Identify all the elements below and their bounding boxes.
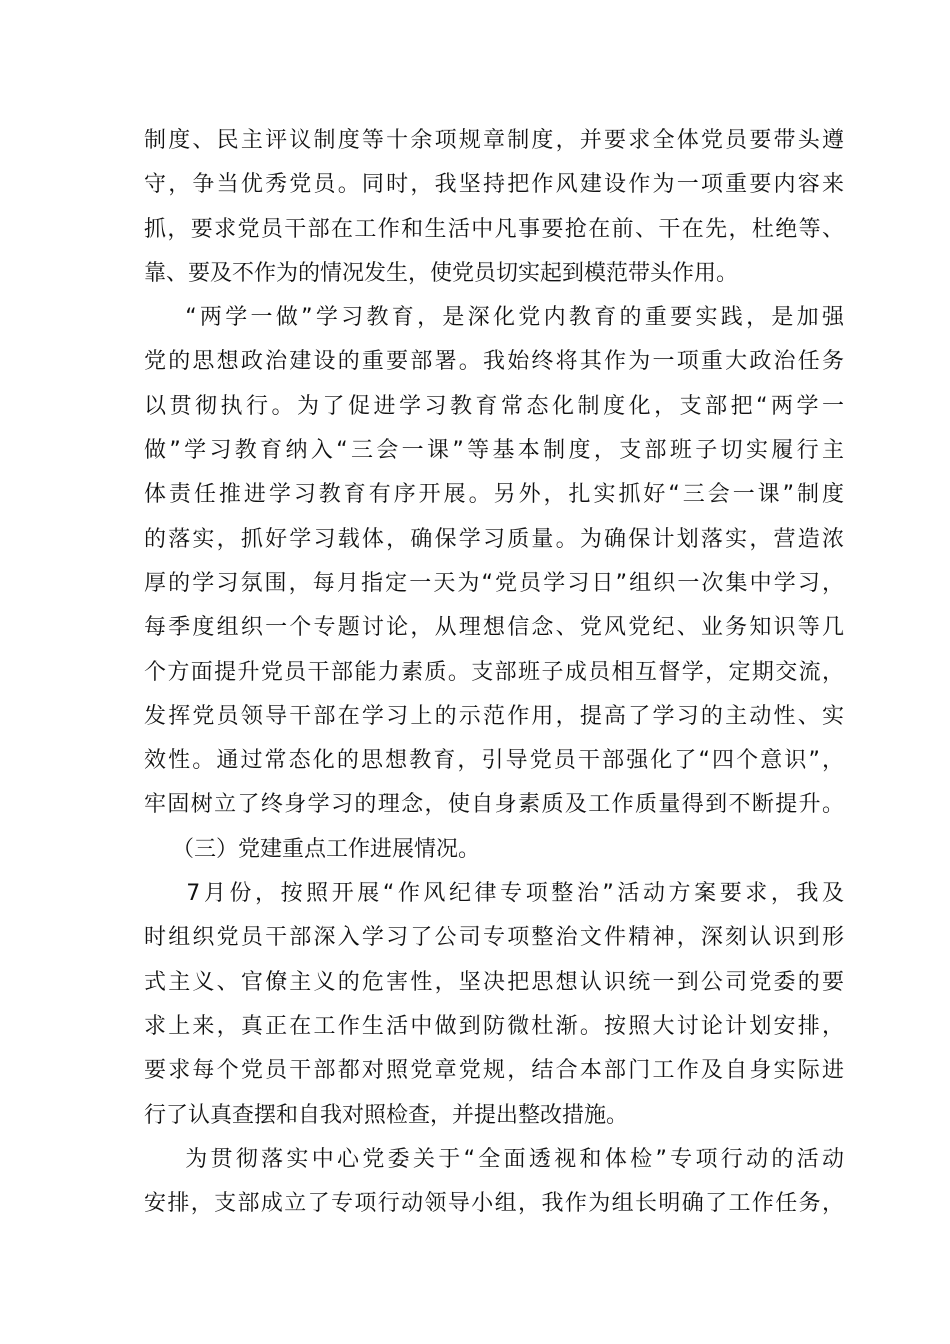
text-line: 抓，要求党员干部在工作和生活中凡事要抢在前、干在先，杜绝等、 xyxy=(144,216,844,242)
text-line: 牢固树立了终身学习的理念，使自身素质及工作质量得到不断提升。 xyxy=(144,792,844,818)
text-line: 守，争当优秀党员。同时，我坚持把作风建设作为一项重要内容来 xyxy=(144,172,844,198)
text-line: 安排，支部成立了专项行动领导小组，我作为组长明确了工作任务， xyxy=(144,1191,844,1217)
text-line: 7月份，按照开展“作风纪律专项整治”活动方案要求，我及 xyxy=(144,881,844,907)
text-line: 个方面提升党员干部能力素质。支部班子成员相互督学，定期交流， xyxy=(144,659,844,685)
text-line: 行了认真查摆和自我对照检查，并提出整改措施。 xyxy=(144,1102,629,1128)
text-line: 靠、要及不作为的情况发生，使党员切实起到模范带头作用。 xyxy=(144,260,739,286)
text-line: 厚的学习氛围，每月指定一天为“党员学习日”组织一次集中学习， xyxy=(144,570,844,596)
text-line: 以贯彻执行。为了促进学习教育常态化制度化，支部把“两学一 xyxy=(144,393,844,419)
text-line: 党的思想政治建设的重要部署。我始终将其作为一项重大政治任务 xyxy=(144,349,844,375)
text-line: 的落实，抓好学习载体，确保学习质量。为确保计划落实，营造浓 xyxy=(144,526,844,552)
text-line: 求上来，真正在工作生活中做到防微杜渐。按照大讨论计划安排， xyxy=(144,1013,844,1039)
text-line: 为贯彻落实中心党委关于“全面透视和体检”专项行动的活动 xyxy=(144,1146,844,1172)
document-body xyxy=(144,119,844,1226)
text-line: 式主义、官僚主义的危害性，坚决把思想认识统一到公司党委的要 xyxy=(144,969,844,995)
text-line: 要求每个党员干部都对照党章党规，结合本部门工作及自身实际进 xyxy=(144,1058,844,1084)
text-line: 每季度组织一个专题讨论，从理想信念、党风党纪、业务知识等几 xyxy=(144,615,844,641)
text-line: “两学一做”学习教育，是深化党内教育的重要实践，是加强 xyxy=(144,305,844,331)
text-line: 制度、民主评议制度等十余项规章制度，并要求全体党员要带头遵 xyxy=(144,128,844,153)
text-line: 发挥党员领导干部在学习上的示范作用，提高了学习的主动性、实 xyxy=(144,703,844,729)
text-line: 时组织党员干部深入学习了公司专项整治文件精神，深刻认识到形 xyxy=(144,925,844,951)
text-line: 体责任推进学习教育有序开展。另外，扎实抓好“三会一课”制度 xyxy=(144,482,844,508)
text-line: 效性。通过常态化的思想教育，引导党员干部强化了“四个意识”， xyxy=(144,748,844,774)
section-heading: （三）党建重点工作进展情况。 xyxy=(144,836,480,862)
text-line: 做”学习教育纳入“三会一课”等基本制度，支部班子切实履行主 xyxy=(144,438,844,464)
